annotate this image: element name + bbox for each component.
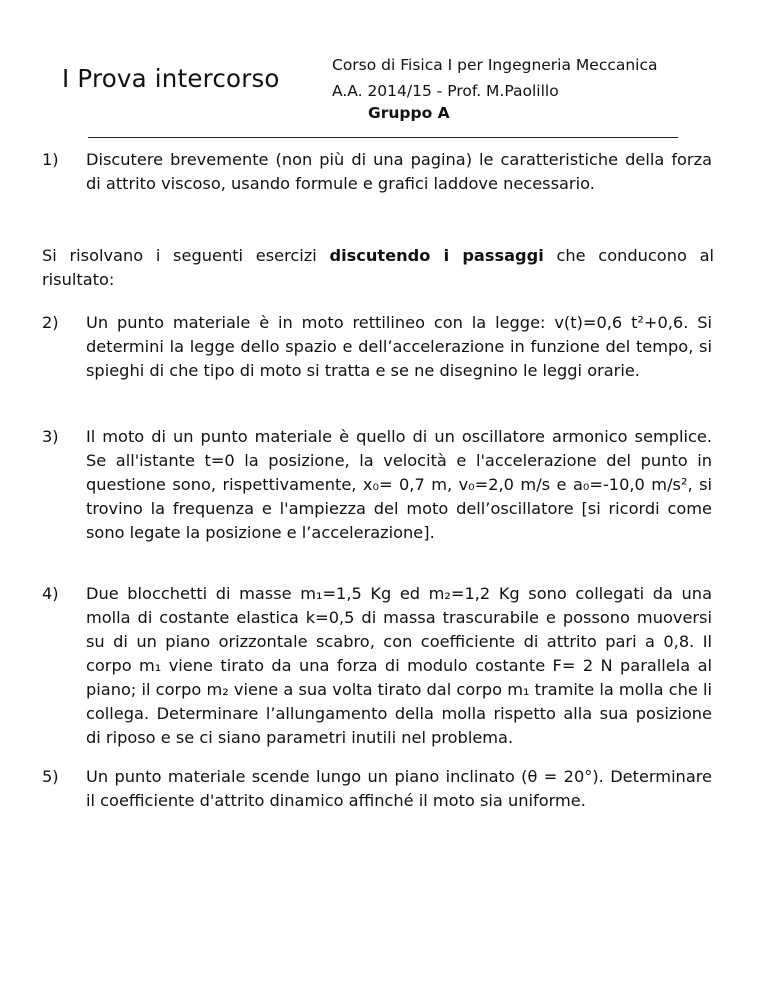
course-info [332, 52, 658, 104]
question-1 [42, 148, 712, 196]
course-name: Corso di Fisica I per Ingegneria Meccanica [332, 56, 658, 74]
exercise-5 [42, 765, 712, 813]
exercise-number: 2) [42, 313, 59, 332]
question-text: Discutere brevemente (non più di una pagina) le caratteristiche della forza di attrito viscoso, usando formule e grafici laddove necessario. [86, 150, 712, 193]
instructions-text-before: Si risolvano i seguenti esercizi [42, 246, 330, 265]
academic-year-professor: A.A. 2014/15 - Prof. M.Paolillo [332, 82, 559, 100]
exercise-text: Un punto materiale è in moto rettilineo con la legge: v(t)=0,6 t²+0,6. Si determini la legge dello spazio e dell’accelerazione in funzione del tempo, si spieghi di che tipo di moto si tratta e se ne disegnino le leggi orarie. [86, 313, 712, 380]
question-number: 1) [42, 150, 59, 169]
instructions-emphasis: discutendo i passaggi [329, 246, 544, 265]
instructions [42, 244, 714, 292]
exercise-2 [42, 311, 712, 383]
header-divider [88, 137, 678, 138]
exercise-number: 5) [42, 767, 59, 786]
exercise-text: Un punto materiale scende lungo un piano inclinato (θ = 20°). Determinare il coefficiente d'attrito dinamico affinché il moto sia uniforme. [86, 767, 712, 810]
instructions-text-after: che conducono al risultato: [42, 246, 715, 289]
exercise-3 [42, 425, 712, 545]
exercise-text: Due blocchetti di masse m₁=1,5 Kg ed m₂=1,2 Kg sono collegati da una molla di costante elastica k=0,5 di massa trascurabile e possono muoversi su di un piano orizzontale scabro, con coefficiente di attrito pari a 0,8. Il corpo m₁ viene tirato da una forza di modulo costante F= 2 N parallela al piano; il corpo m₂ viene a sua volta tirato dal corpo m₁ tramite la molla che li collega. Determinare l’allungamento della molla rispetto alla sua posizione di riposo e se ci siano parametri inutili nel problema. [86, 584, 712, 747]
exercise-text: Il moto di un punto materiale è quello di un oscillatore armonico semplice. Se all'istante t=0 la posizione, la velocità e l'accelerazione del punto in questione sono, rispettivamente, x₀= 0,7 m, v₀=2,0 m/s e a₀=-10,0 m/s², si trovino la frequenza e l'ampiezza del moto dell’oscillatore [si ricordi come sono legate la posizione e l’accelerazione]. [86, 427, 712, 542]
group-label: Gruppo A [368, 104, 450, 122]
exercise-number: 3) [42, 427, 59, 446]
exam-title: I Prova intercorso [62, 64, 280, 93]
exercise-number: 4) [42, 584, 59, 603]
exercise-4 [42, 582, 712, 750]
